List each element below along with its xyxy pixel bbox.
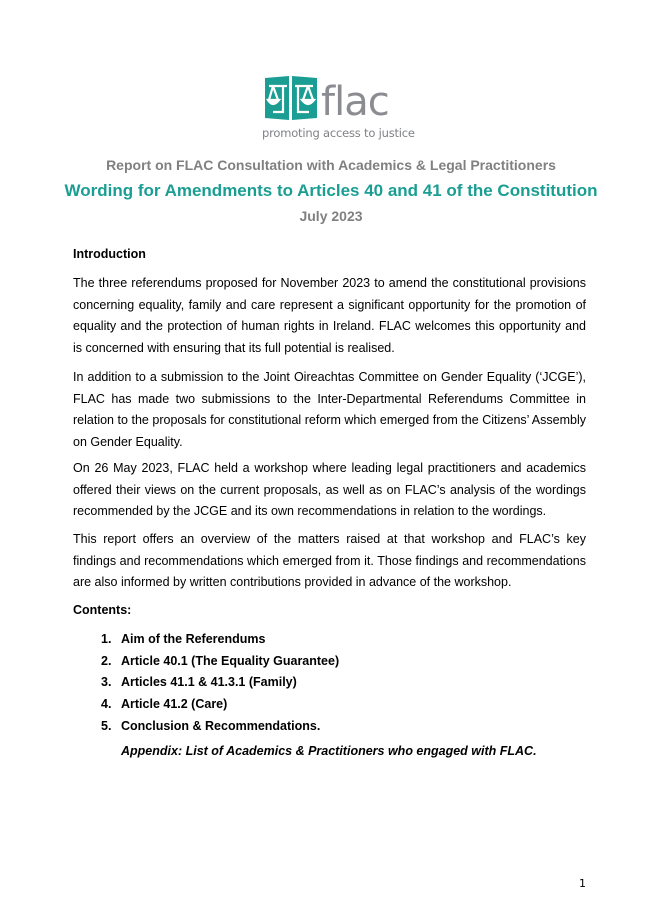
page-number: 1 <box>579 877 586 890</box>
introduction-heading: Introduction <box>73 247 146 261</box>
intro-paragraph-4: This report offers an overview of the matters raised at that workshop and FLAC’s key findings and recommendations which emerged from it. Those findings and recommendations are also informed by written contributions provided in advance of the workshop. <box>73 532 586 589</box>
contents-heading: Contents: <box>73 603 132 617</box>
main-title: Wording for Amendments to Articles 40 and 41 of the Constitution <box>64 181 598 200</box>
contents-item: 1. Aim of the Referendums <box>101 632 266 646</box>
flac-logo <box>262 76 415 146</box>
scales-of-justice-icon <box>265 76 317 120</box>
contents-item: 5. Conclusion & Recommendations. <box>101 718 321 733</box>
logo-tagline: promoting access to justice <box>262 126 415 140</box>
logo-wordmark: flac <box>321 79 389 125</box>
contents-item: 3. Articles 41.1 & 41.3.1 (Family) <box>101 675 297 690</box>
contents-item: 2. Article 40.1 (The Equality Guarantee) <box>101 653 340 668</box>
intro-paragraph-2: In addition to a submission to the Joint Oireachtas Committee on Gender Equality (‘JCGE’), FLAC has made two submissions to the Inter-Departmental Referendums Committee in relation to the proposals for constitutional reform which emerged from the Citizens’ Assembly on Gender Equality. <box>73 370 586 449</box>
intro-paragraph-1: The three referendums proposed for November 2023 to amend the constitutional provisions concerning equality, family and care represent a significant opportunity for the promotion of equality and the protection of human rights in Ireland. FLAC welcomes this opportunity and is concerned with ensuring that its full potential is realised. <box>73 276 586 355</box>
contents-list <box>101 629 339 737</box>
report-title: Report on FLAC Consultation with Academics & Legal Practitioners <box>106 157 556 173</box>
report-date: July 2023 <box>299 208 363 224</box>
appendix-note: Appendix: List of Academics & Practitioners who engaged with FLAC. <box>121 744 537 758</box>
contents-item: 4. Article 41.2 (Care) <box>101 697 228 712</box>
intro-paragraph-3: On 26 May 2023, FLAC held a workshop where leading legal practitioners and academics offered their views on the current proposals, as well as on FLAC’s analysis of the wordings recommended by the JCGE and its own recommendations in relation to the wordings. <box>73 461 586 518</box>
